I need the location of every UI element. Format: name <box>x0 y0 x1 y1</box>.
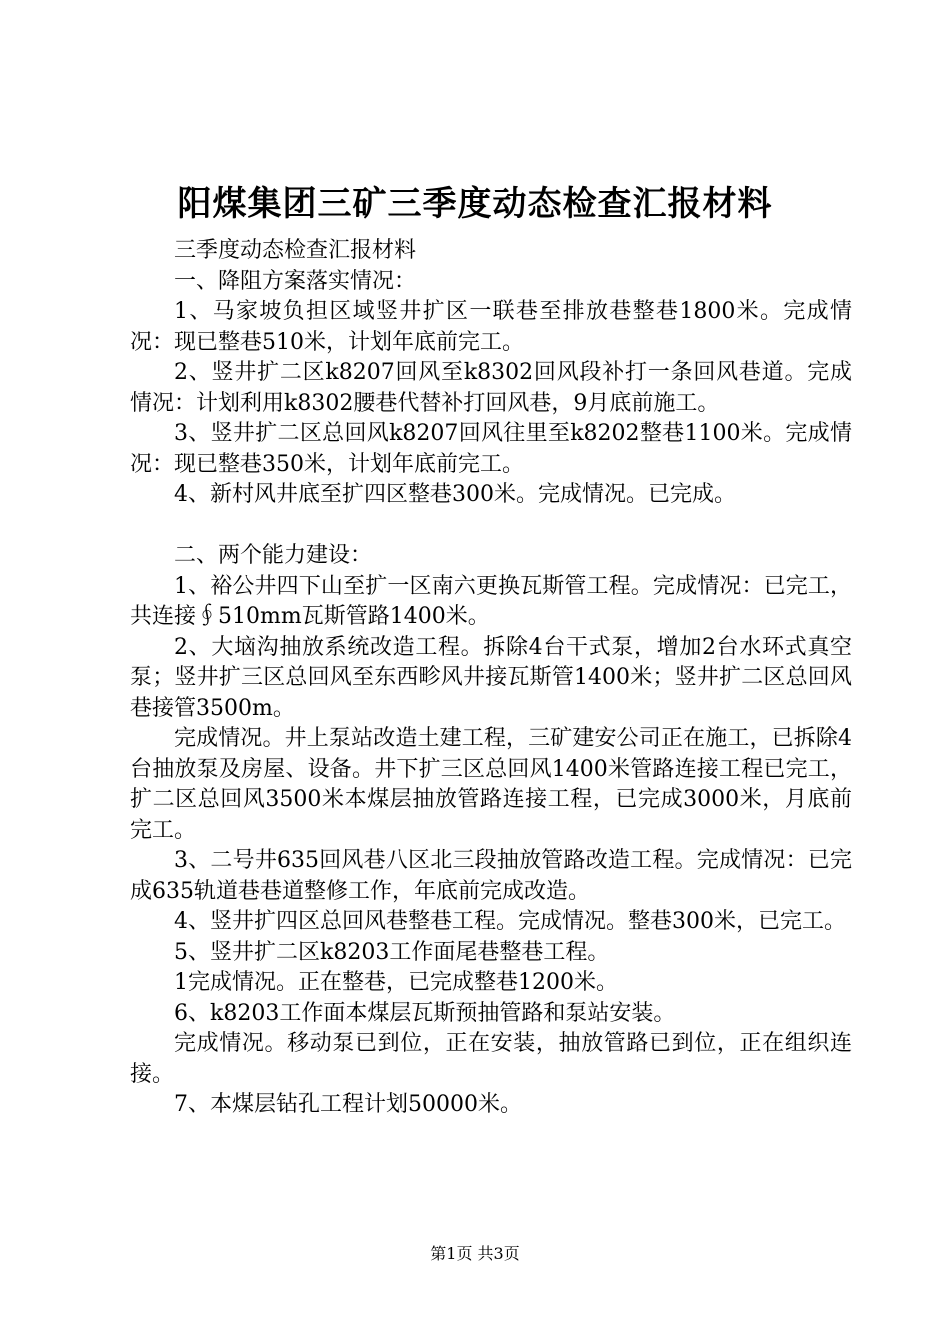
paragraph: 2、大垴沟抽放系统改造工程。拆除4台干式泵，增加2台水环式真空泵；竖井扩三区总回风至东西畛风井接瓦斯管1400米；竖井扩二区总回风巷接管3500m。 <box>130 634 852 721</box>
paragraph: 7、本煤层钻孔工程计划50000米。 <box>174 1092 522 1117</box>
section-heading-1: 一、降阻方案落实情况： <box>174 268 417 294</box>
paragraph: 3、竖井扩二区总回风k8207回风往里至k8202整巷1100米。完成情况：现已整巷350米，计划年底前完工。 <box>130 421 852 477</box>
section-heading-2: 二、两个能力建设： <box>174 543 373 568</box>
page-number: 第1页 共3页 <box>430 1244 520 1263</box>
paragraph: 1完成情况。正在整巷，已完成整巷1200米。 <box>174 970 618 995</box>
paragraph: 4、新村风井底至扩四区整巷300米。完成情况。已完成。 <box>174 482 736 507</box>
document-title: 阳煤集团三矿三季度动态检查汇报材料 <box>177 184 773 224</box>
paragraph: 6、k8203工作面本煤层瓦斯预抽管路和泵站安装。 <box>174 1000 676 1026</box>
paragraph: 2、竖井扩二区k8207回风至k8302回风段补打一条回风巷道。完成情况：计划利用k8302腰巷代替补打回风巷，9月底前施工。 <box>130 360 852 416</box>
paragraph: 3、二号井635回风巷八区北三段抽放管路改造工程。完成情况：已完成635轨道巷巷道整修工作，年底前完成改造。 <box>130 848 852 904</box>
paragraph: 完成情况。井上泵站改造土建工程，三矿建安公司正在施工，已拆除4台抽放泵及房屋、设备。井下扩三区总回风1400米管路连接工程已完工，扩二区总回风3500米本煤层抽放管路连接工程，已完成3000米，月底前完工。 <box>130 726 852 843</box>
blank-line <box>130 511 852 542</box>
paragraph: 4、竖井扩四区总回风巷整巷工程。完成情况。整巷300米，已完工。 <box>174 909 846 934</box>
paragraph: 1、马家坡负担区域竖井扩区一联巷至排放巷整巷1800米。完成情况：现已整巷510米，计划年底前完工。 <box>130 299 852 355</box>
document-body <box>130 236 852 1121</box>
paragraph: 完成情况。移动泵已到位，正在安装，抽放管路已到位，正在组织连接。 <box>130 1031 852 1087</box>
paragraph: 5、竖井扩二区k8203工作面尾巷整巷工程。 <box>174 939 610 965</box>
section-subtitle: 三季度动态检查汇报材料 <box>174 238 417 263</box>
paragraph: 1、裕公井四下山至扩一区南六更换瓦斯管工程。完成情况：已完工，共连接∮510mm瓦斯管路1400米。 <box>130 573 852 629</box>
